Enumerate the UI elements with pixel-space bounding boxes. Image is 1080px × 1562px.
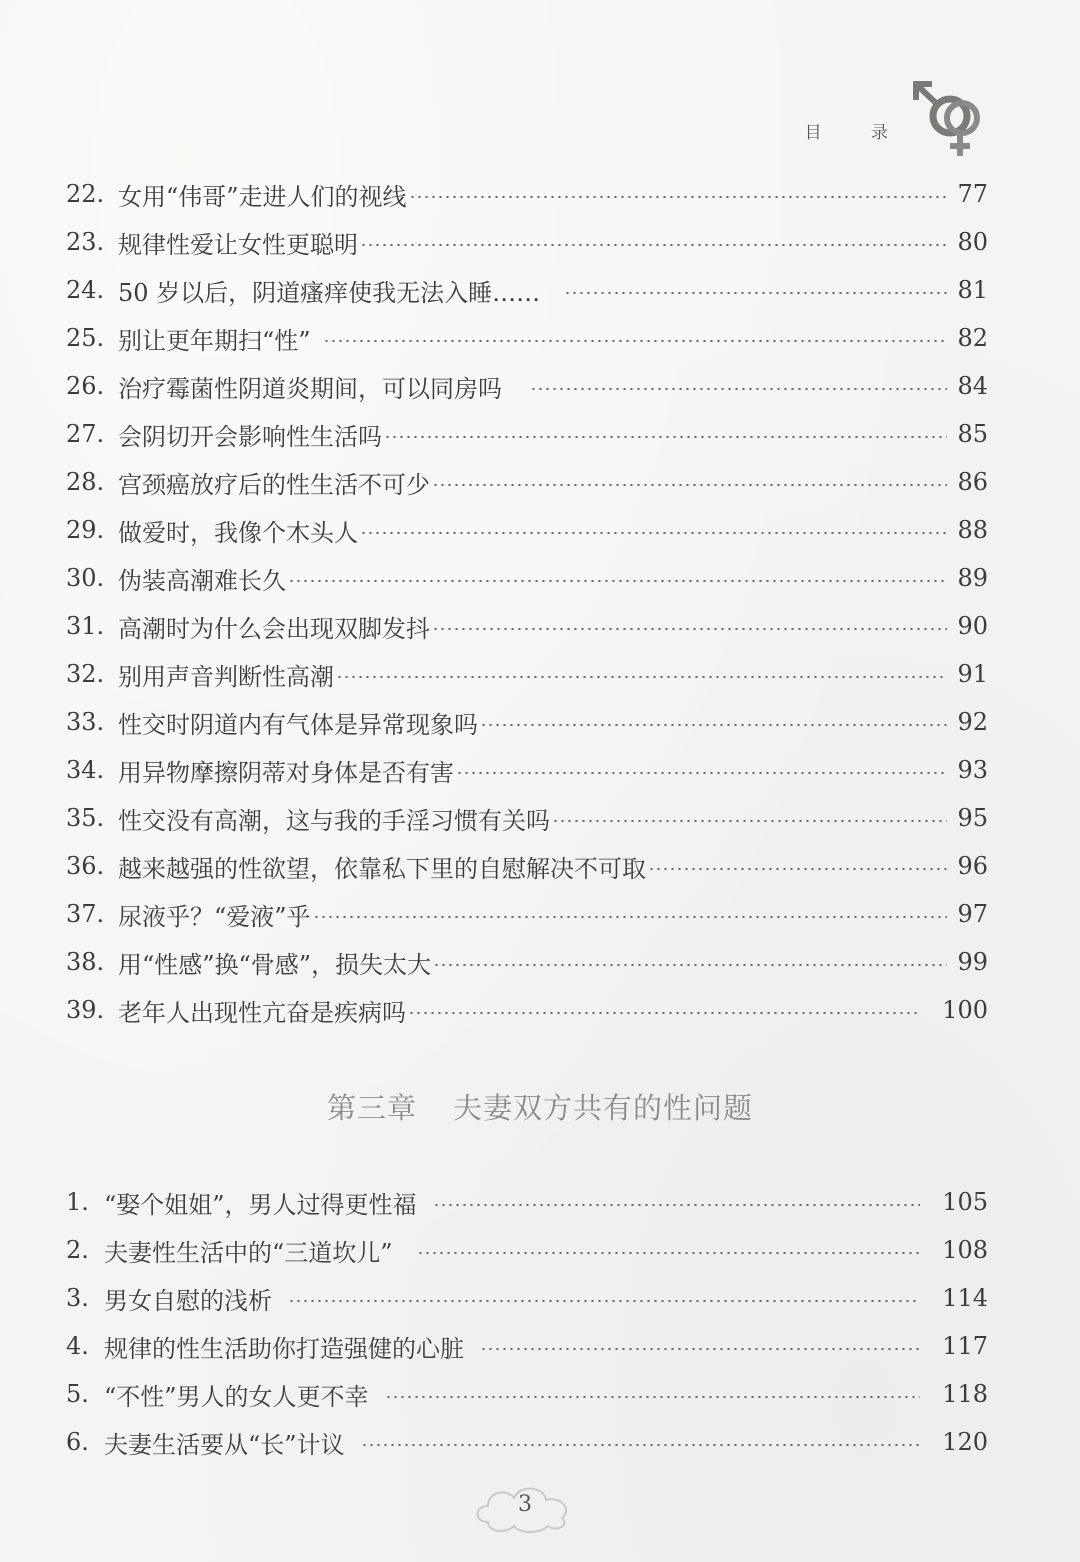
male-female-symbol-icon: [910, 80, 990, 160]
toc-entry[interactable]: [66, 798, 988, 838]
entry-page: 99: [957, 948, 988, 976]
toc-entry[interactable]: [66, 222, 988, 262]
entry-page: 92: [957, 708, 988, 736]
entry-page: 88: [957, 516, 988, 544]
page-number: 3: [518, 1492, 532, 1517]
entry-title: 伪装高潮难长久: [118, 566, 286, 595]
entry-title: “娶个姐姐”，男人过得更性福: [104, 1190, 417, 1219]
page-footer: [0, 1478, 1080, 1538]
entry-page: 96: [957, 852, 988, 880]
dot-leader: [530, 388, 947, 390]
entry-page: 117: [942, 1332, 988, 1360]
entry-title: 宫颈癌放疗后的性生活不可少: [118, 470, 430, 499]
entry-page: 118: [942, 1380, 988, 1408]
entry-number: 26.: [66, 372, 105, 400]
toc-entry[interactable]: [66, 606, 988, 646]
toc-entry[interactable]: [66, 1374, 988, 1414]
toc-entry[interactable]: [66, 510, 988, 550]
dot-leader: [417, 1252, 921, 1254]
entry-title: 做爱时，我像个木头人: [118, 518, 358, 547]
entry-number: 6.: [66, 1428, 89, 1456]
entry-page: 95: [957, 804, 988, 832]
toc-entry[interactable]: [66, 1326, 988, 1366]
entry-number: 30.: [66, 564, 105, 592]
entry-number: 37.: [66, 900, 105, 928]
section-label: 目 录: [804, 123, 910, 143]
dot-leader: [313, 916, 948, 918]
chapter-heading: [0, 1086, 1080, 1127]
entry-number: 27.: [66, 420, 105, 448]
toc-entry[interactable]: [66, 750, 988, 790]
entry-title: 夫妻性生活中的“三道坎儿”: [104, 1238, 393, 1267]
entry-page: 89: [957, 564, 988, 592]
toc-entry[interactable]: [66, 366, 988, 406]
dot-leader: [360, 532, 947, 534]
entry-page: 100: [942, 996, 988, 1024]
dot-leader: [433, 964, 947, 966]
toc-entry[interactable]: [66, 462, 988, 502]
entry-number: 34.: [66, 756, 105, 784]
entry-title: 50 岁以后，阴道瘙痒使我无法入睡……: [118, 278, 541, 307]
entry-page: 85: [957, 420, 988, 448]
toc-entry[interactable]: [66, 990, 988, 1030]
entry-title: 性交时阴道内有气体是异常现象吗: [118, 710, 478, 739]
toc-entry[interactable]: [66, 1230, 988, 1270]
entry-title: 女用“伟哥”走进人们的视线: [118, 182, 407, 211]
entry-title: 越来越强的性欲望，依靠私下里的自慰解决不可取: [118, 854, 646, 883]
toc-entry[interactable]: [66, 414, 988, 454]
entry-title: 别让更年期扫“性”: [118, 326, 311, 355]
entry-number: 39.: [66, 996, 105, 1024]
entry-number: 29.: [66, 516, 105, 544]
entry-number: 23.: [66, 228, 105, 256]
dot-leader: [409, 196, 948, 198]
entry-title: 用“性感”换“骨感”，损失太大: [118, 950, 432, 979]
chapter-title: 夫妻双方共有的性问题: [453, 1091, 754, 1125]
entry-number: 5.: [66, 1380, 89, 1408]
entry-number: 25.: [66, 324, 105, 352]
entry-page: 80: [957, 228, 988, 256]
toc-entry[interactable]: [66, 942, 988, 982]
toc-entry[interactable]: [66, 894, 988, 934]
entry-number: 36.: [66, 852, 105, 880]
entry-page: 97: [957, 900, 988, 928]
chapter-label: 第三章: [326, 1091, 417, 1125]
entry-number: 3.: [66, 1284, 89, 1312]
entry-title: 性交没有高潮，这与我的手淫习惯有关吗: [118, 806, 550, 835]
entry-page: 114: [942, 1284, 988, 1312]
entry-number: 33.: [66, 708, 105, 736]
dot-leader: [433, 1204, 921, 1206]
entry-title: “不性”男人的女人更不幸: [104, 1382, 369, 1411]
entry-title: 高潮时为什么会出现双脚发抖: [118, 614, 430, 643]
entry-page: 93: [957, 756, 988, 784]
entry-title: 别用声音判断性高潮: [118, 662, 334, 691]
toc-entry[interactable]: [66, 1422, 988, 1462]
entry-number: 31.: [66, 612, 105, 640]
entry-page: 120: [942, 1428, 988, 1456]
toc-entry[interactable]: [66, 1182, 988, 1222]
dot-leader: [456, 772, 947, 774]
entry-title: 尿液乎？“爱液”乎: [118, 902, 311, 931]
entry-page: 82: [957, 324, 988, 352]
entry-number: 1.: [66, 1188, 89, 1216]
dot-leader: [564, 292, 947, 294]
entry-page: 91: [957, 660, 988, 688]
dot-leader: [288, 580, 947, 582]
entry-number: 28.: [66, 468, 105, 496]
dot-leader: [361, 1444, 921, 1446]
toc-entry[interactable]: [66, 654, 988, 694]
page-header: [730, 80, 990, 160]
entry-title: 规律性爱让女性更聪明: [118, 230, 358, 259]
dot-leader: [648, 868, 947, 870]
dot-leader: [288, 1300, 920, 1302]
dot-leader: [360, 244, 947, 246]
entry-number: 4.: [66, 1332, 89, 1360]
toc-entry[interactable]: [66, 846, 988, 886]
toc-entry[interactable]: [66, 1278, 988, 1318]
entry-title: 会阴切开会影响性生活吗: [118, 422, 382, 451]
entry-page: 90: [957, 612, 988, 640]
dot-leader: [385, 1396, 921, 1398]
dot-leader: [432, 628, 947, 630]
dot-leader: [552, 820, 947, 822]
entry-title: 夫妻生活要从“长”计议: [104, 1430, 345, 1459]
entry-page: 108: [942, 1236, 988, 1264]
entry-number: 22.: [66, 180, 105, 208]
entry-page: 86: [957, 468, 988, 496]
entry-page: 105: [942, 1188, 988, 1216]
entry-title: 规律的性生活助你打造强健的心脏: [104, 1334, 464, 1363]
entry-title: 男女自慰的浅析: [104, 1286, 272, 1315]
entry-title: 用异物摩擦阴蒂对身体是否有害: [118, 758, 454, 787]
entry-number: 32.: [66, 660, 105, 688]
dot-leader: [408, 1012, 920, 1014]
entry-page: 84: [957, 372, 988, 400]
entry-number: 2.: [66, 1236, 89, 1264]
entry-page: 81: [957, 276, 988, 304]
toc-entry[interactable]: [66, 318, 988, 358]
entry-number: 35.: [66, 804, 105, 832]
dot-leader: [336, 676, 947, 678]
entry-title: 老年人出现性亢奋是疾病吗: [118, 998, 406, 1027]
entry-title: 治疗霉菌性阴道炎期间，可以同房吗: [118, 374, 502, 403]
dot-leader: [432, 484, 947, 486]
toc-entry[interactable]: [66, 702, 988, 742]
dot-leader: [384, 436, 947, 438]
toc-entry[interactable]: [66, 174, 988, 214]
dot-leader: [480, 724, 947, 726]
dot-leader: [480, 1348, 920, 1350]
entry-page: 77: [957, 180, 988, 208]
dot-leader: [323, 340, 948, 342]
entry-number: 24.: [66, 276, 105, 304]
entry-number: 38.: [66, 948, 105, 976]
toc-entry[interactable]: [66, 270, 988, 310]
toc-entry[interactable]: [66, 558, 988, 598]
